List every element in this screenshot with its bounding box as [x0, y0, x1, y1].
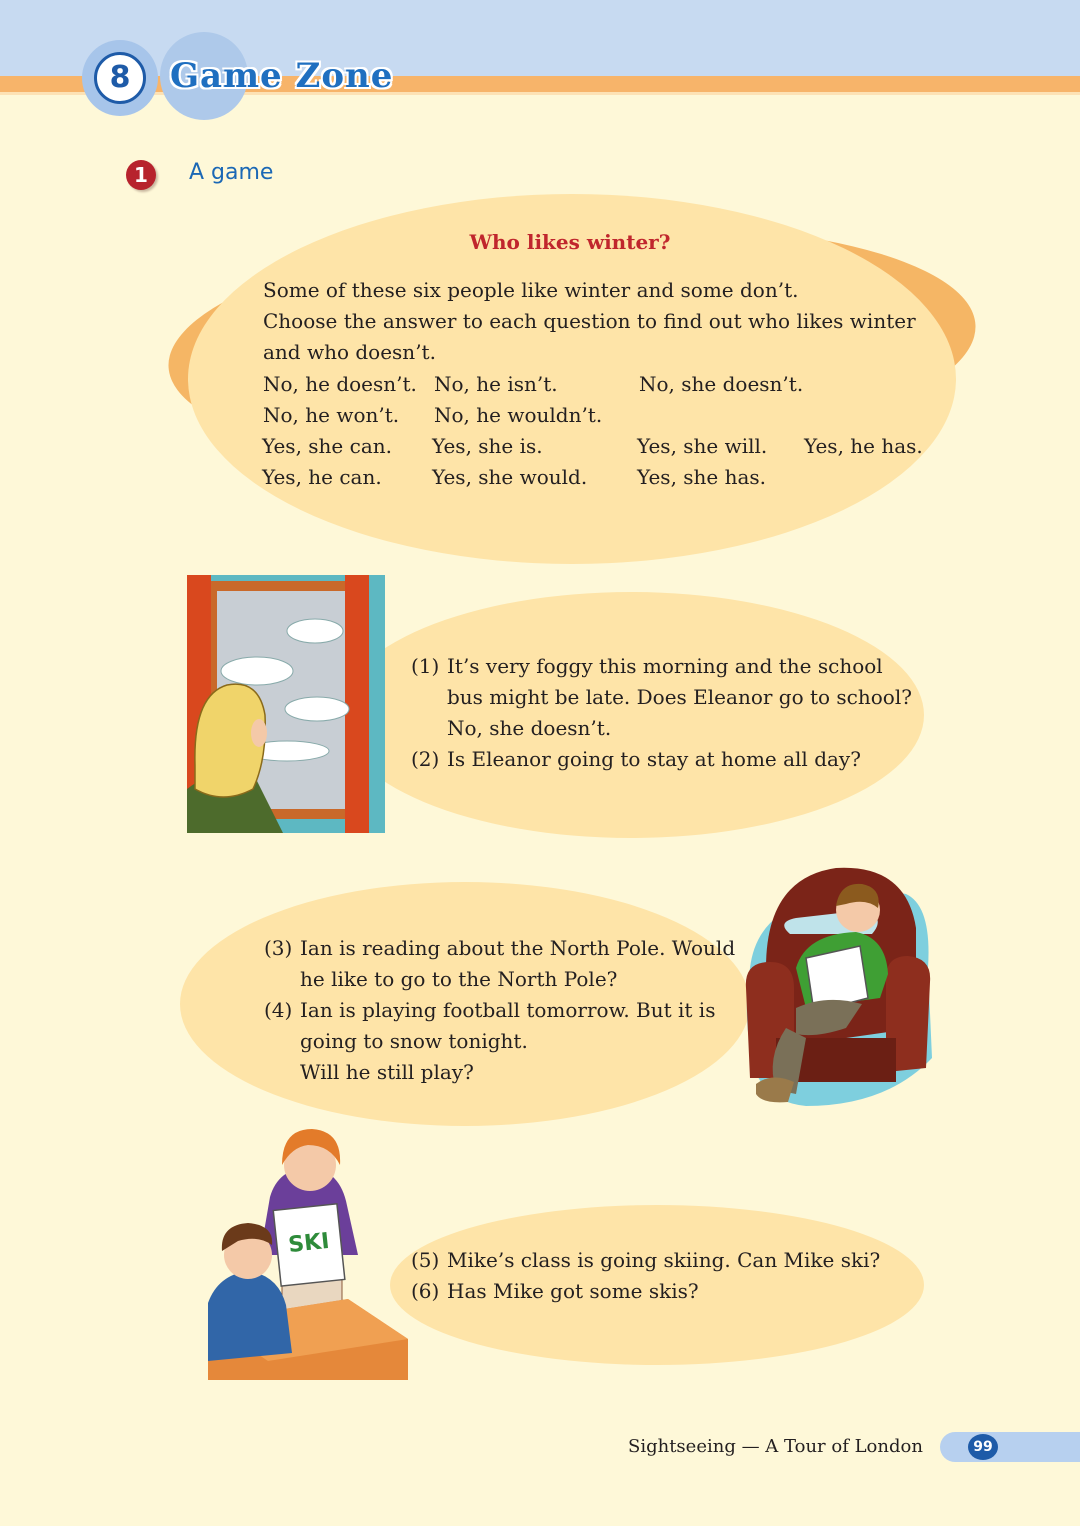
eleanor-window-illustration: [187, 575, 385, 833]
answer-option: Yes, she will.: [637, 434, 768, 458]
question-number: (2): [411, 747, 440, 771]
question-text: he like to go to the North Pole?: [300, 967, 618, 991]
question-text: bus might be late. Does Eleanor go to school?: [447, 685, 912, 709]
question-5: [411, 1245, 880, 1307]
ski-sign-text: SKI: [287, 1228, 331, 1259]
instructions: [263, 275, 916, 368]
question-text: Ian is playing football tomorrow. But it is: [300, 998, 716, 1022]
instruction-line: Some of these six people like winter and some don’t.: [263, 278, 799, 302]
instruction-line: and who doesn’t.: [263, 340, 436, 364]
question-3: [264, 933, 735, 1088]
answer-option: Yes, he has.: [804, 434, 923, 458]
page-number: 99: [968, 1434, 998, 1460]
answer-option: Yes, he can.: [262, 465, 382, 489]
instruction-line: Choose the answer to each question to find out who likes winter: [263, 309, 916, 333]
sample-answer: No, she doesn’t.: [447, 716, 612, 740]
answer-option: No, he won’t.: [263, 403, 400, 427]
question-number: (1): [411, 654, 440, 678]
question-number: (5): [411, 1248, 440, 1272]
question-number: (4): [264, 998, 293, 1022]
footer-band: [940, 1432, 1080, 1462]
question-text: Will he still play?: [300, 1060, 474, 1084]
answer-option: No, she doesn’t.: [639, 372, 804, 396]
answer-option: No, he isn’t.: [434, 372, 558, 396]
question-number: (6): [411, 1279, 440, 1303]
answer-option: Yes, she would.: [432, 465, 588, 489]
unit-number-badge: 8: [94, 52, 146, 104]
answer-option: No, he doesn’t.: [263, 372, 417, 396]
game-heading: Who likes winter?: [469, 230, 671, 254]
ian-armchair-illustration: [736, 858, 936, 1110]
answer-option: Yes, she is.: [432, 434, 543, 458]
mike-ski-illustration: [208, 1125, 408, 1380]
question-number: (3): [264, 936, 293, 960]
question-text: Mike’s class is going skiing. Can Mike ski?: [447, 1248, 881, 1272]
header-stripe-light: [0, 92, 1080, 95]
question-1: [411, 651, 912, 775]
section-title: A game: [189, 160, 274, 185]
footer-unit-title: Sightseeing — A Tour of London: [628, 1436, 923, 1457]
question-text: going to snow tonight.: [300, 1029, 528, 1053]
question-text: Has Mike got some skis?: [447, 1279, 699, 1303]
page-title: Game Zone: [170, 56, 394, 96]
question-text: It’s very foggy this morning and the school: [447, 654, 883, 678]
section-number-badge: 1: [126, 160, 156, 190]
answer-option: Yes, she has.: [637, 465, 767, 489]
question-text: Ian is reading about the North Pole. Would: [300, 936, 736, 960]
answer-option: Yes, she can.: [262, 434, 392, 458]
question-text: Is Eleanor going to stay at home all day?: [447, 747, 861, 771]
answer-option: No, he wouldn’t.: [434, 403, 603, 427]
